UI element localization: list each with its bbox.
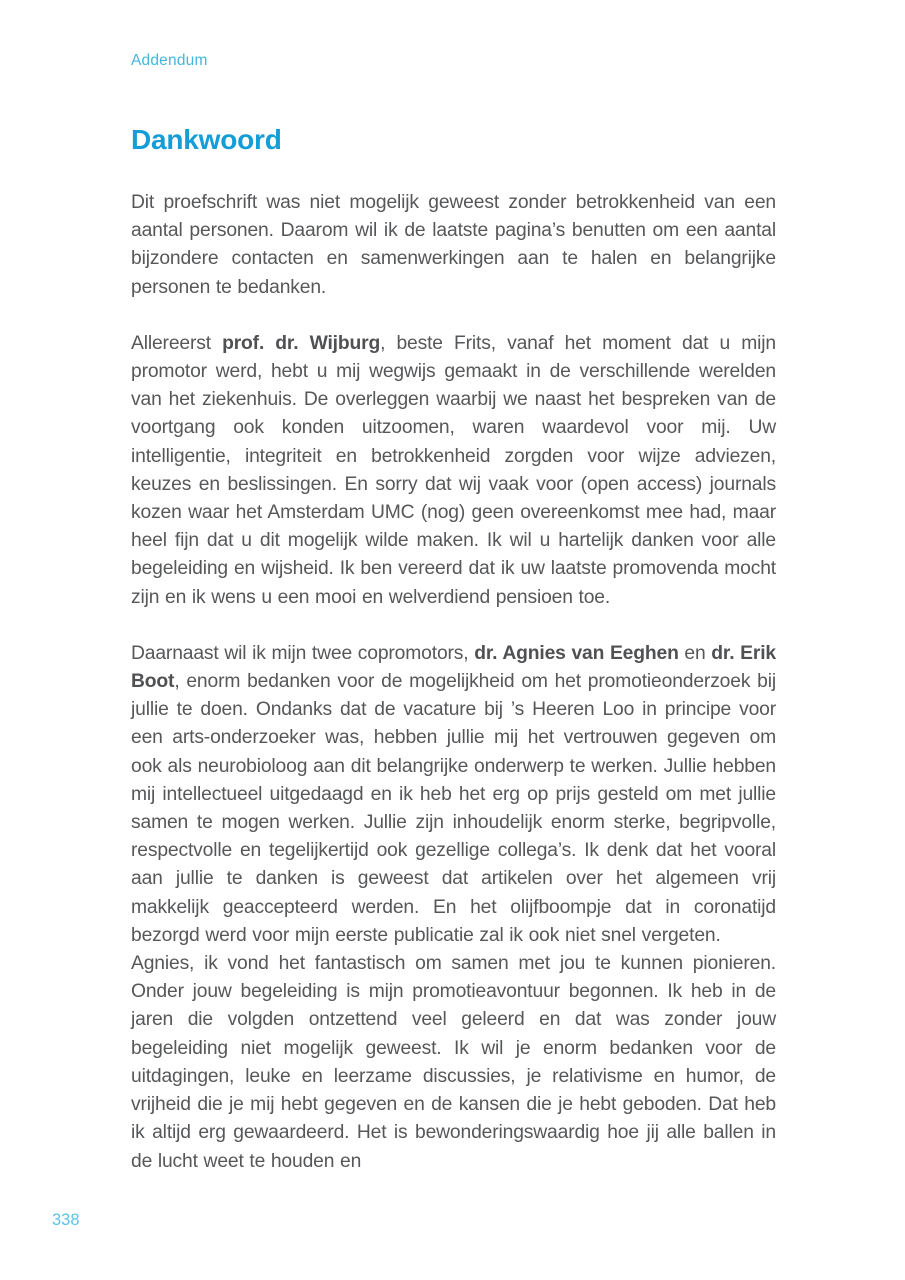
paragraph-text: Daarnaast wil ik mijn twee copromotors, bbox=[131, 642, 475, 664]
body-text bbox=[131, 189, 776, 1176]
paragraph-copromotors bbox=[131, 640, 776, 950]
bold-name: dr. Agnies van Eeghen bbox=[474, 642, 679, 664]
paragraph-text: , enorm bedanken voor de mogelijkheid om het promotieonderzoek bij jullie te doen. Ondanks dat de vacature bij ’s Heeren Loo in principe voor een arts-onderzoeker was, hebben jullie mij het vertrouwen gegeven om ook als neurobioloog aan dit belangrijke onderwerp te werken. Jullie hebben mij intellectueel uitgedaagd en ik heb het erg op prijs gesteld om met jullie samen te mogen werken. Jullie zijn inhoudelijk enorm sterke, begripvolle, respectvolle en tegelijkertijd ook gezellige collega’s. Ik denk dat het vooral aan jullie te danken is geweest dat artikelen over het algemeen vrij makkelijk geaccepteerd werden. En het olijfboompje dat in coronatijd bezorgd werd voor mijn eerste publicatie zal ik ook niet snel vergeten. bbox=[131, 671, 776, 946]
paragraph-text: , beste Frits, vanaf het moment dat u mijn promotor werd, hebt u mij wegwijs gemaakt in de verschillende werelden van het ziekenhuis. De overleggen waarbij we naast het bespreken van de voortgang ook konden uitzoomen, waren waardevol voor mij. Uw intelligentie, integriteit en betrokkenheid zorgden voor wijze adviezen, keuzes en beslissingen. En sorry dat wij vaak voor (open access) journals kozen waar het Amsterdam UMC (nog) geen overeenkomst mee had, maar heel fijn dat u dit mogelijk wilde maken. Ik wil u hartelijk danken voor alle begeleiding en wijsheid. Ik ben vereerd dat ik uw laatste promovenda mocht zijn en ik wens u een mooi en welverdiend pensioen toe. bbox=[131, 332, 776, 608]
bold-name: prof. dr. Wijburg bbox=[222, 332, 381, 354]
paragraph-text: en bbox=[678, 642, 712, 664]
page-title: Dankwoord bbox=[131, 124, 282, 155]
paragraph-agnies bbox=[131, 950, 776, 1176]
paragraph-intro bbox=[131, 189, 776, 302]
paragraph-promotor bbox=[131, 330, 776, 612]
paragraph-text: Agnies, ik vond het fantastisch om samen met jou te kunnen pionieren. Onder jouw begeleiding is mijn promotieavontuur begonnen. Ik heb in de jaren die volgden ontzettend veel geleerd en dat was zonder jouw begeleiding niet mogelijk geweest. Ik wil je enorm bedanken voor de uitdagingen, leuke en leerzame discussies, je relativisme en humor, de vrijheid die je mij hebt gegeven en de kansen die je hebt geboden. Dat heb ik altijd erg gewaardeerd. Het is bewonderingswaardig hoe jij alle ballen in de lucht weet te houden en bbox=[131, 953, 776, 1172]
paragraph-text: Allereerst bbox=[131, 332, 223, 354]
bold-name: dr. Erik Boot bbox=[131, 642, 776, 693]
running-header: Addendum bbox=[131, 52, 208, 69]
paragraph-text: Dit proefschrift was niet mogelijk geweest zonder betrokkenheid van een aantal personen. Daarom wil ik de laatste pagina’s benutten om een aantal bijzondere contacten en samenwerkingen aan te halen en belangrijke personen te bedanken. bbox=[131, 192, 776, 298]
page-number: 338 bbox=[52, 1211, 80, 1229]
